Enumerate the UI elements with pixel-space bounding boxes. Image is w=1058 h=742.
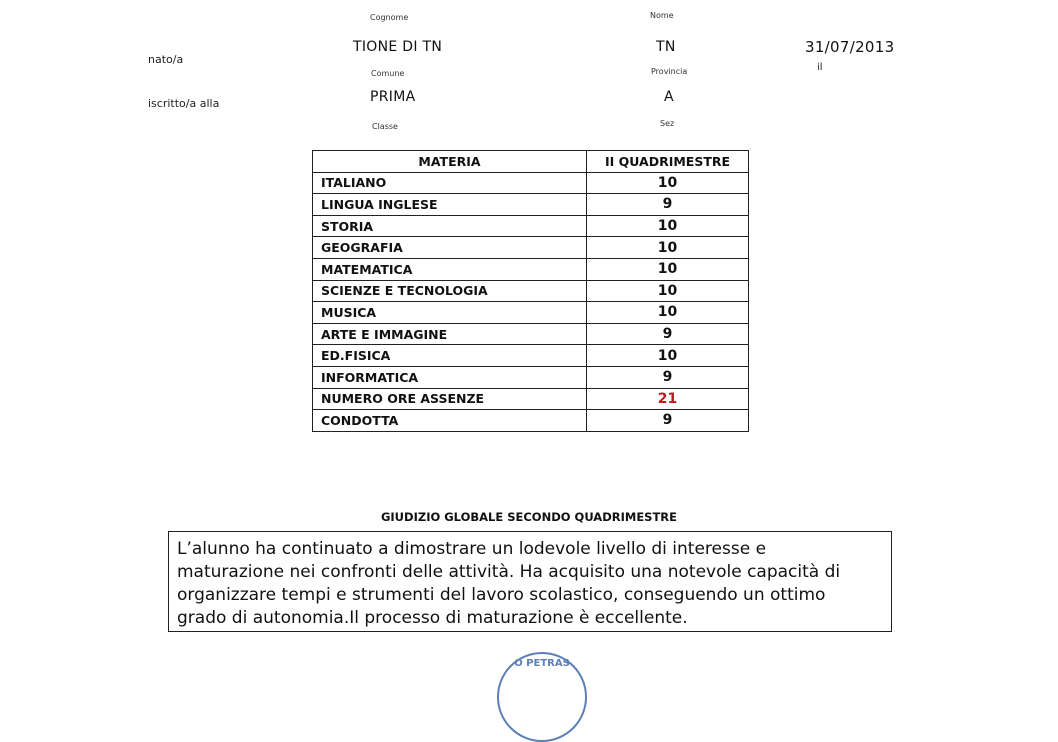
subject-cell: ITALIANO bbox=[313, 172, 587, 194]
school-stamp bbox=[497, 652, 587, 742]
judgement-line: organizzare tempi e strumenti del lavoro scolastico, conseguendo un ottimo bbox=[177, 585, 826, 605]
sez-value: A bbox=[664, 89, 674, 105]
table-row bbox=[313, 237, 749, 259]
sez-label: Sez bbox=[660, 119, 675, 128]
judgement-box bbox=[168, 531, 892, 632]
subject-cell: CONDOTTA bbox=[313, 410, 587, 432]
provincia-value: TN bbox=[656, 39, 676, 55]
subject-cell: INFORMATICA bbox=[313, 366, 587, 388]
grade-cell: 10 bbox=[587, 172, 749, 194]
table-row bbox=[313, 366, 749, 388]
header-materia: MATERIA bbox=[313, 151, 587, 173]
judgement-heading: GIUDIZIO GLOBALE SECONDO QUADRIMESTRE bbox=[380, 510, 678, 524]
table-row bbox=[313, 258, 749, 280]
judgement-line: L’alunno ha continuato a dimostrare un lodevole livello di interesse e bbox=[177, 539, 767, 559]
subject-cell: NUMERO ORE ASSENZE bbox=[313, 388, 587, 410]
subject-cell: GEOGRAFIA bbox=[313, 237, 587, 259]
table-row bbox=[313, 172, 749, 194]
subject-cell: LINGUA INGLESE bbox=[313, 194, 587, 216]
subject-cell: ED.FISICA bbox=[313, 345, 587, 367]
stamp-text: O PETRAS bbox=[514, 658, 570, 669]
subject-cell: MUSICA bbox=[313, 302, 587, 324]
table-row bbox=[313, 280, 749, 302]
table-row bbox=[313, 323, 749, 345]
provincia-label: Provincia bbox=[651, 67, 688, 76]
grades-header-row bbox=[313, 151, 749, 173]
grade-cell: 10 bbox=[587, 237, 749, 259]
nato-label: nato/a bbox=[148, 53, 184, 66]
judgement-line: maturazione nei confronti delle attività. Ha acquisito una notevole capacità di bbox=[177, 562, 841, 582]
cognome-label: Cognome bbox=[370, 13, 409, 22]
grade-cell: 10 bbox=[587, 215, 749, 237]
grade-cell: 10 bbox=[587, 345, 749, 367]
comune-value: TIONE DI TN bbox=[353, 39, 443, 55]
grade-cell: 9 bbox=[587, 323, 749, 345]
table-row bbox=[313, 194, 749, 216]
iscritto-label: iscritto/a alla bbox=[148, 97, 220, 110]
subject-cell: STORIA bbox=[313, 215, 587, 237]
table-row bbox=[313, 345, 749, 367]
grades-table bbox=[312, 150, 749, 432]
table-row bbox=[313, 215, 749, 237]
grade-cell: 10 bbox=[587, 302, 749, 324]
absence-hours-cell: 21 bbox=[587, 388, 749, 410]
nome-label: Nome bbox=[650, 11, 674, 20]
table-row bbox=[313, 302, 749, 324]
table-row bbox=[313, 410, 749, 432]
judgement-line: grado di autonomia.Il processo di maturazione è eccellente. bbox=[177, 608, 688, 628]
grade-cell: 9 bbox=[587, 366, 749, 388]
subject-cell: SCIENZE E TECNOLOGIA bbox=[313, 280, 587, 302]
grade-cell: 9 bbox=[587, 194, 749, 216]
table-row bbox=[313, 388, 749, 410]
classe-value: PRIMA bbox=[370, 89, 416, 105]
subject-cell: ARTE E IMMAGINE bbox=[313, 323, 587, 345]
classe-label: Classe bbox=[372, 122, 398, 131]
subject-cell: MATEMATICA bbox=[313, 258, 587, 280]
grade-cell: 10 bbox=[587, 258, 749, 280]
header-quadrimestre: II QUADRIMESTRE bbox=[587, 151, 749, 173]
il-label: il bbox=[817, 62, 823, 73]
grade-cell: 9 bbox=[587, 410, 749, 432]
comune-label: Comune bbox=[371, 69, 405, 78]
grade-cell: 10 bbox=[587, 280, 749, 302]
birth-date-value: 31/07/2013 bbox=[805, 38, 895, 56]
